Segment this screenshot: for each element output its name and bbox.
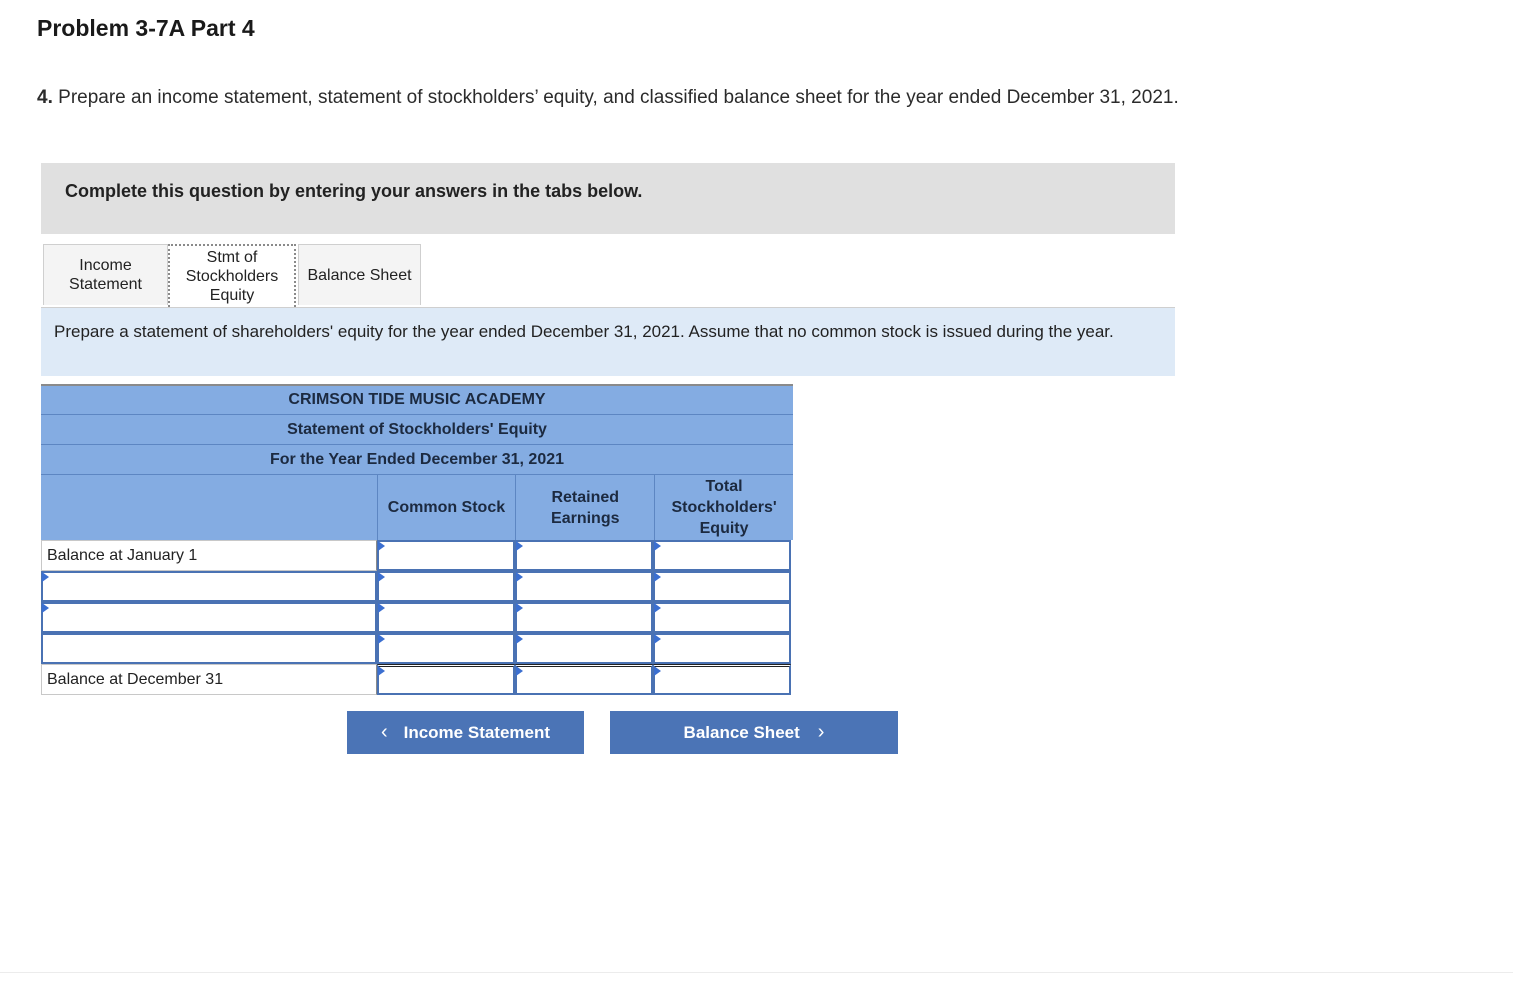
prev-tab-button[interactable] (347, 711, 584, 754)
input-marker-icon (654, 572, 661, 582)
instructions-banner (41, 163, 1175, 234)
next-button-label: Balance Sheet (683, 722, 800, 742)
row-label-input[interactable] (41, 602, 377, 633)
question-text: Prepare an income statement, statement of stockholders’ equity, and classified balance sheet for the year ended December 31, 2021. (58, 87, 1179, 108)
tab-balance-sheet[interactable] (298, 244, 421, 305)
input-marker-icon (654, 666, 661, 676)
input-marker-icon (654, 603, 661, 613)
table-row (41, 633, 793, 664)
retained-earnings-input[interactable] (515, 571, 653, 602)
prompt-text: Prepare a statement of shareholders' equity for the year ended December 31, 2021. Assume that no common stock is issued during the year. (54, 322, 1114, 341)
tab-bar (41, 244, 1175, 308)
input-marker-icon (378, 634, 385, 644)
input-marker-icon (378, 572, 385, 582)
row-label: Balance at January 1 (41, 540, 377, 571)
common-stock-input[interactable] (377, 571, 515, 602)
question-instruction (37, 86, 1267, 110)
total-equity-input[interactable] (653, 664, 791, 695)
input-marker-icon (516, 634, 523, 644)
input-marker-icon (654, 634, 661, 644)
statement-period-header: For the Year Ended December 31, 2021 (41, 444, 793, 474)
row-label-input[interactable] (41, 633, 377, 664)
bottom-divider (0, 972, 1513, 973)
input-marker-icon (516, 541, 523, 551)
row-label: Balance at December 31 (41, 664, 377, 695)
column-header-retained-earnings: Retained Earnings (516, 475, 655, 540)
input-marker-icon (378, 603, 385, 613)
retained-earnings-input[interactable] (515, 540, 653, 571)
chevron-left-icon: ‹ (380, 721, 388, 743)
retained-earnings-input[interactable] (515, 664, 653, 695)
tab-prompt (41, 308, 1175, 376)
table-row (41, 540, 793, 571)
banner-text: Complete this question by entering your answers in the tabs below. (65, 181, 643, 201)
common-stock-input[interactable] (377, 664, 515, 695)
tab-stmt-stockholders-equity[interactable] (168, 244, 296, 307)
total-equity-input[interactable] (653, 633, 791, 664)
prev-button-label: Income Statement (403, 722, 551, 742)
tab-label: Income Statement (69, 257, 142, 293)
question-number: 4. (37, 87, 53, 108)
input-marker-icon (516, 666, 523, 676)
column-header-blank (41, 475, 378, 540)
tab-income-statement[interactable] (43, 244, 168, 305)
statement-name-header: Statement of Stockholders' Equity (41, 414, 793, 444)
company-name-header: CRIMSON TIDE MUSIC ACADEMY (41, 384, 793, 414)
tab-label: Stmt of Stockholders Equity (185, 249, 279, 304)
input-marker-icon (654, 541, 661, 551)
tab-label: Balance Sheet (307, 266, 412, 284)
table-row (41, 602, 793, 633)
column-header-row (41, 474, 793, 540)
total-equity-input[interactable] (653, 571, 791, 602)
input-marker-icon (516, 603, 523, 613)
page-title: Problem 3-7A Part 4 (37, 15, 255, 41)
input-marker-icon (42, 572, 49, 582)
total-equity-input[interactable] (653, 540, 791, 571)
input-marker-icon (516, 572, 523, 582)
next-tab-button[interactable] (610, 711, 898, 754)
retained-earnings-input[interactable] (515, 633, 653, 664)
stockholders-equity-table (41, 384, 793, 695)
row-label-input[interactable] (41, 571, 377, 602)
common-stock-input[interactable] (377, 633, 515, 664)
table-row (41, 571, 793, 602)
chevron-right-icon: › (817, 721, 825, 743)
total-equity-input[interactable] (653, 602, 791, 633)
input-marker-icon (378, 666, 385, 676)
input-marker-icon (378, 541, 385, 551)
common-stock-input[interactable] (377, 602, 515, 633)
retained-earnings-input[interactable] (515, 602, 653, 633)
common-stock-input[interactable] (377, 540, 515, 571)
column-header-total-equity: Total Stockholders' Equity (671, 478, 777, 537)
column-header-common-stock: Common Stock (378, 475, 517, 540)
table-row-total (41, 664, 793, 695)
input-marker-icon (42, 603, 49, 613)
